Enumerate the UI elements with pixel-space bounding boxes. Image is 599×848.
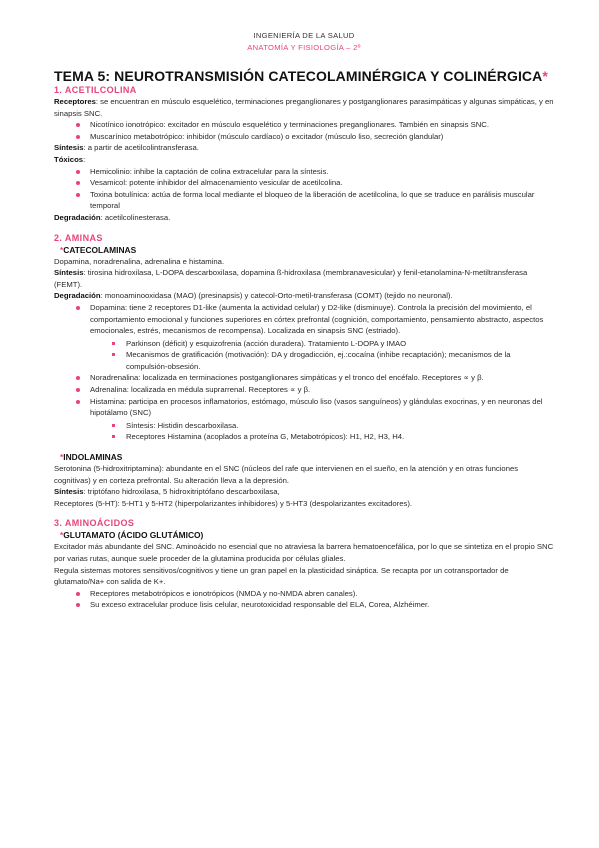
dopamina-text: Dopamina: tiene 2 receptores D1-like (aumenta la actividad celular) y D2-like (disminuye). Controla la precisión del movimiento, el comportamiento emocional y funciones superiores en córtex prefrontal (cognición, comportamiento, pensamiento abstracto, aspectos emocionales, estrés, mecanismos de recompensa). Localizada en sinapsis SNC (estriado). xyxy=(90,302,544,336)
section-heading-acetilcolina: 1. ACETILCOLINA xyxy=(54,85,137,95)
acetilcolina-degradacion xyxy=(54,212,554,224)
catecolaminas-intro: Dopamina, noradrenalina, adrenalina e histamina. xyxy=(54,256,225,266)
section-heading-aminas: 2. AMINAS xyxy=(54,232,103,243)
acetilcolina-receptores xyxy=(54,96,554,119)
glu-mark: * xyxy=(60,530,64,541)
catecolaminas-sintesis xyxy=(54,267,554,290)
list-item-dopamina xyxy=(54,302,554,373)
glu-heading-text: GLUTAMATO (ÁCIDO GLUTÁMICO) xyxy=(63,530,204,541)
header-course: ANATOMÍA Y FISIOLOGÍA – 2º xyxy=(247,43,361,52)
sublist-item: Parkinson (déficit) y esquizofrenia (acción duradera). Tratamiento L-DOPA y IMAO xyxy=(90,338,554,350)
toxicos-list xyxy=(54,166,554,212)
histamina-text: Histamina: participa en procesos inflamatorios, estómago, músculo liso (vasos sanguíneos) y glándulas exocrinas, y en neuronas del hipotálamo (SNC) xyxy=(90,396,543,418)
receptores-label: Receptores xyxy=(54,97,96,106)
sintesis-label: Síntesis xyxy=(54,268,84,278)
list-item-histamina xyxy=(54,396,554,443)
indolaminas-sintesis xyxy=(54,486,554,498)
sublist-item: Receptores Histamina (acoplados a proteína G, Metabotrópicos): H1, H2, H3, H4. xyxy=(90,431,554,443)
indolaminas-receptores: Receptores (5-HT): 5-HT1 y 5-HT2 (hiperpolarizantes inhibidores) y 5-HT3 (despolarizantes excitadores). xyxy=(54,498,413,508)
glutamato-list xyxy=(54,588,554,611)
list-item: Nicotínico ionotrópico: excitador en músculo esquelético y terminaciones preganglionares. También en sinapsis SNC. xyxy=(54,119,554,131)
toxicos-label: Tóxicos xyxy=(54,154,84,164)
subheading-catecolaminas xyxy=(60,244,554,256)
subheading-glutamato xyxy=(60,529,554,541)
dopamina-sublist xyxy=(90,338,554,373)
section-heading-aminoacidos: 3. AMINOÁCIDOS xyxy=(54,518,135,529)
toxicos-text: : xyxy=(83,154,86,164)
sintesis-text: : tirosina hidroxilasa, L-DOPA descarboxilasa, dopamina ß-hidroxilasa (membranavesicular) y fenil-etanolamina-N-metiltransferasa (FEMT). xyxy=(54,268,528,289)
receptores-text: : se encuentran en músculo esquelético, terminaciones preganglionares y postganglionares parasimpáticas y algunas simpáticas, y en sinapsis SNC. xyxy=(54,97,554,118)
glutamato-paragraph-1: Excitador más abundante del SNC. Aminoácido no esencial que no atraviesa la barrera hematoencefálica, por lo que se sintetiza en el propio SNC por varias rutas, aunque suele proceder de la glutamina producida por células gliales. xyxy=(54,542,554,563)
list-item: Vesamicol: potente inhibidor del almacenamiento vesicular de acetilcolina. xyxy=(54,177,554,189)
ind-heading-text: INDOLAMINAS xyxy=(63,452,123,463)
degradacion-text: : acetilcolinesterasa. xyxy=(100,212,171,222)
sintesis-label: Síntesis xyxy=(54,143,84,153)
list-item: Su exceso extracelular produce lisis celular, neurotoxicidad responsable del ELA, Corea, Alzhéimer. xyxy=(54,599,554,611)
histamina-sublist xyxy=(90,420,554,443)
list-item: Muscarínico metabotrópico: inhibidor (músculo cardíaco) o excitador (músculo liso, secreción glandular) xyxy=(54,131,554,143)
list-item: Toxina botulínica: actúa de forma local mediante el bloqueo de la liberación de acetilcolina, lo que se traduce en parálisis muscular temporal xyxy=(54,189,554,212)
degradacion-label: Degradación xyxy=(54,212,101,222)
degradacion-label: Degradación xyxy=(54,291,101,301)
title-text: TEMA 5: NEUROTRANSMISIÓN CATECOLAMINÉRGICA Y COLINÉRGICA xyxy=(54,68,543,84)
sintesis-text: : a partir de acetilcolintransferasa. xyxy=(83,143,199,153)
acetilcolina-toxicos xyxy=(54,154,554,166)
receptor-list xyxy=(54,119,554,142)
catecolaminas-degradacion xyxy=(54,290,554,302)
cat-heading-text: CATECOLAMINAS xyxy=(63,244,137,255)
list-item-noradrenalina: Noradrenalina: localizada en terminaciones postganglionares simpáticas y el tronco del encéfalo. Receptores ∝ y β. xyxy=(54,372,554,384)
subheading-indolaminas xyxy=(60,451,554,463)
header-degree: INGENIERÍA DE LA SALUD xyxy=(253,31,355,40)
title-mark: * xyxy=(542,68,548,84)
document-page xyxy=(54,30,554,611)
serotonina-text: Serotonina (5-hidroxitriptamina): abundante en el SNC (núcleos del rafe que intervienen en el sueño, en la atención y en otras funciones cognitivas) y en corteza prefrontal. Su alteración lleva a la depresión. xyxy=(54,464,519,485)
page-header xyxy=(54,30,554,54)
list-item: Receptores metabotrópicos e ionotrópicos (NMDA y no-NMDA abren canales). xyxy=(54,588,554,600)
sublist-item: Síntesis: Histidin descarboxilasa. xyxy=(90,420,554,432)
list-item-adrenalina: Adrenalina: localizada en médula suprarrenal. Receptores ∝ y β. xyxy=(54,384,554,396)
glutamato-paragraph-2: Regula sistemas motores sensitivos/cognitivos y tiene un gran papel en la plasticidad sináptica. Se recapta por un cotransportador de glutamato/Na+ con salida de K+. xyxy=(54,565,509,587)
sublist-item: Mecanismos de gratificación (motivación): DA y drogadicción, ej.:cocaína (inhibe recaptación); mecanismos de la compulsión-obsesión. xyxy=(90,349,554,372)
aminas-list xyxy=(54,302,554,443)
acetilcolina-sintesis xyxy=(54,142,554,154)
degradacion-text: : monoaminooxidasa (MAO) (presinapsis) y catecol-Orto-metil-transferasa (COMT) (tejido no neuronal). xyxy=(100,291,453,301)
cat-mark: * xyxy=(60,244,64,255)
list-item: Hemicolinio: inhibe la captación de colina extracelular para la síntesis. xyxy=(54,166,554,178)
document-title xyxy=(54,68,554,84)
ind-mark: * xyxy=(60,452,64,463)
sintesis-label: Síntesis xyxy=(54,487,84,497)
sintesis-text: : triptófano hidroxilasa, 5 hidroxitriptófano descarboxilasa, xyxy=(83,487,280,497)
